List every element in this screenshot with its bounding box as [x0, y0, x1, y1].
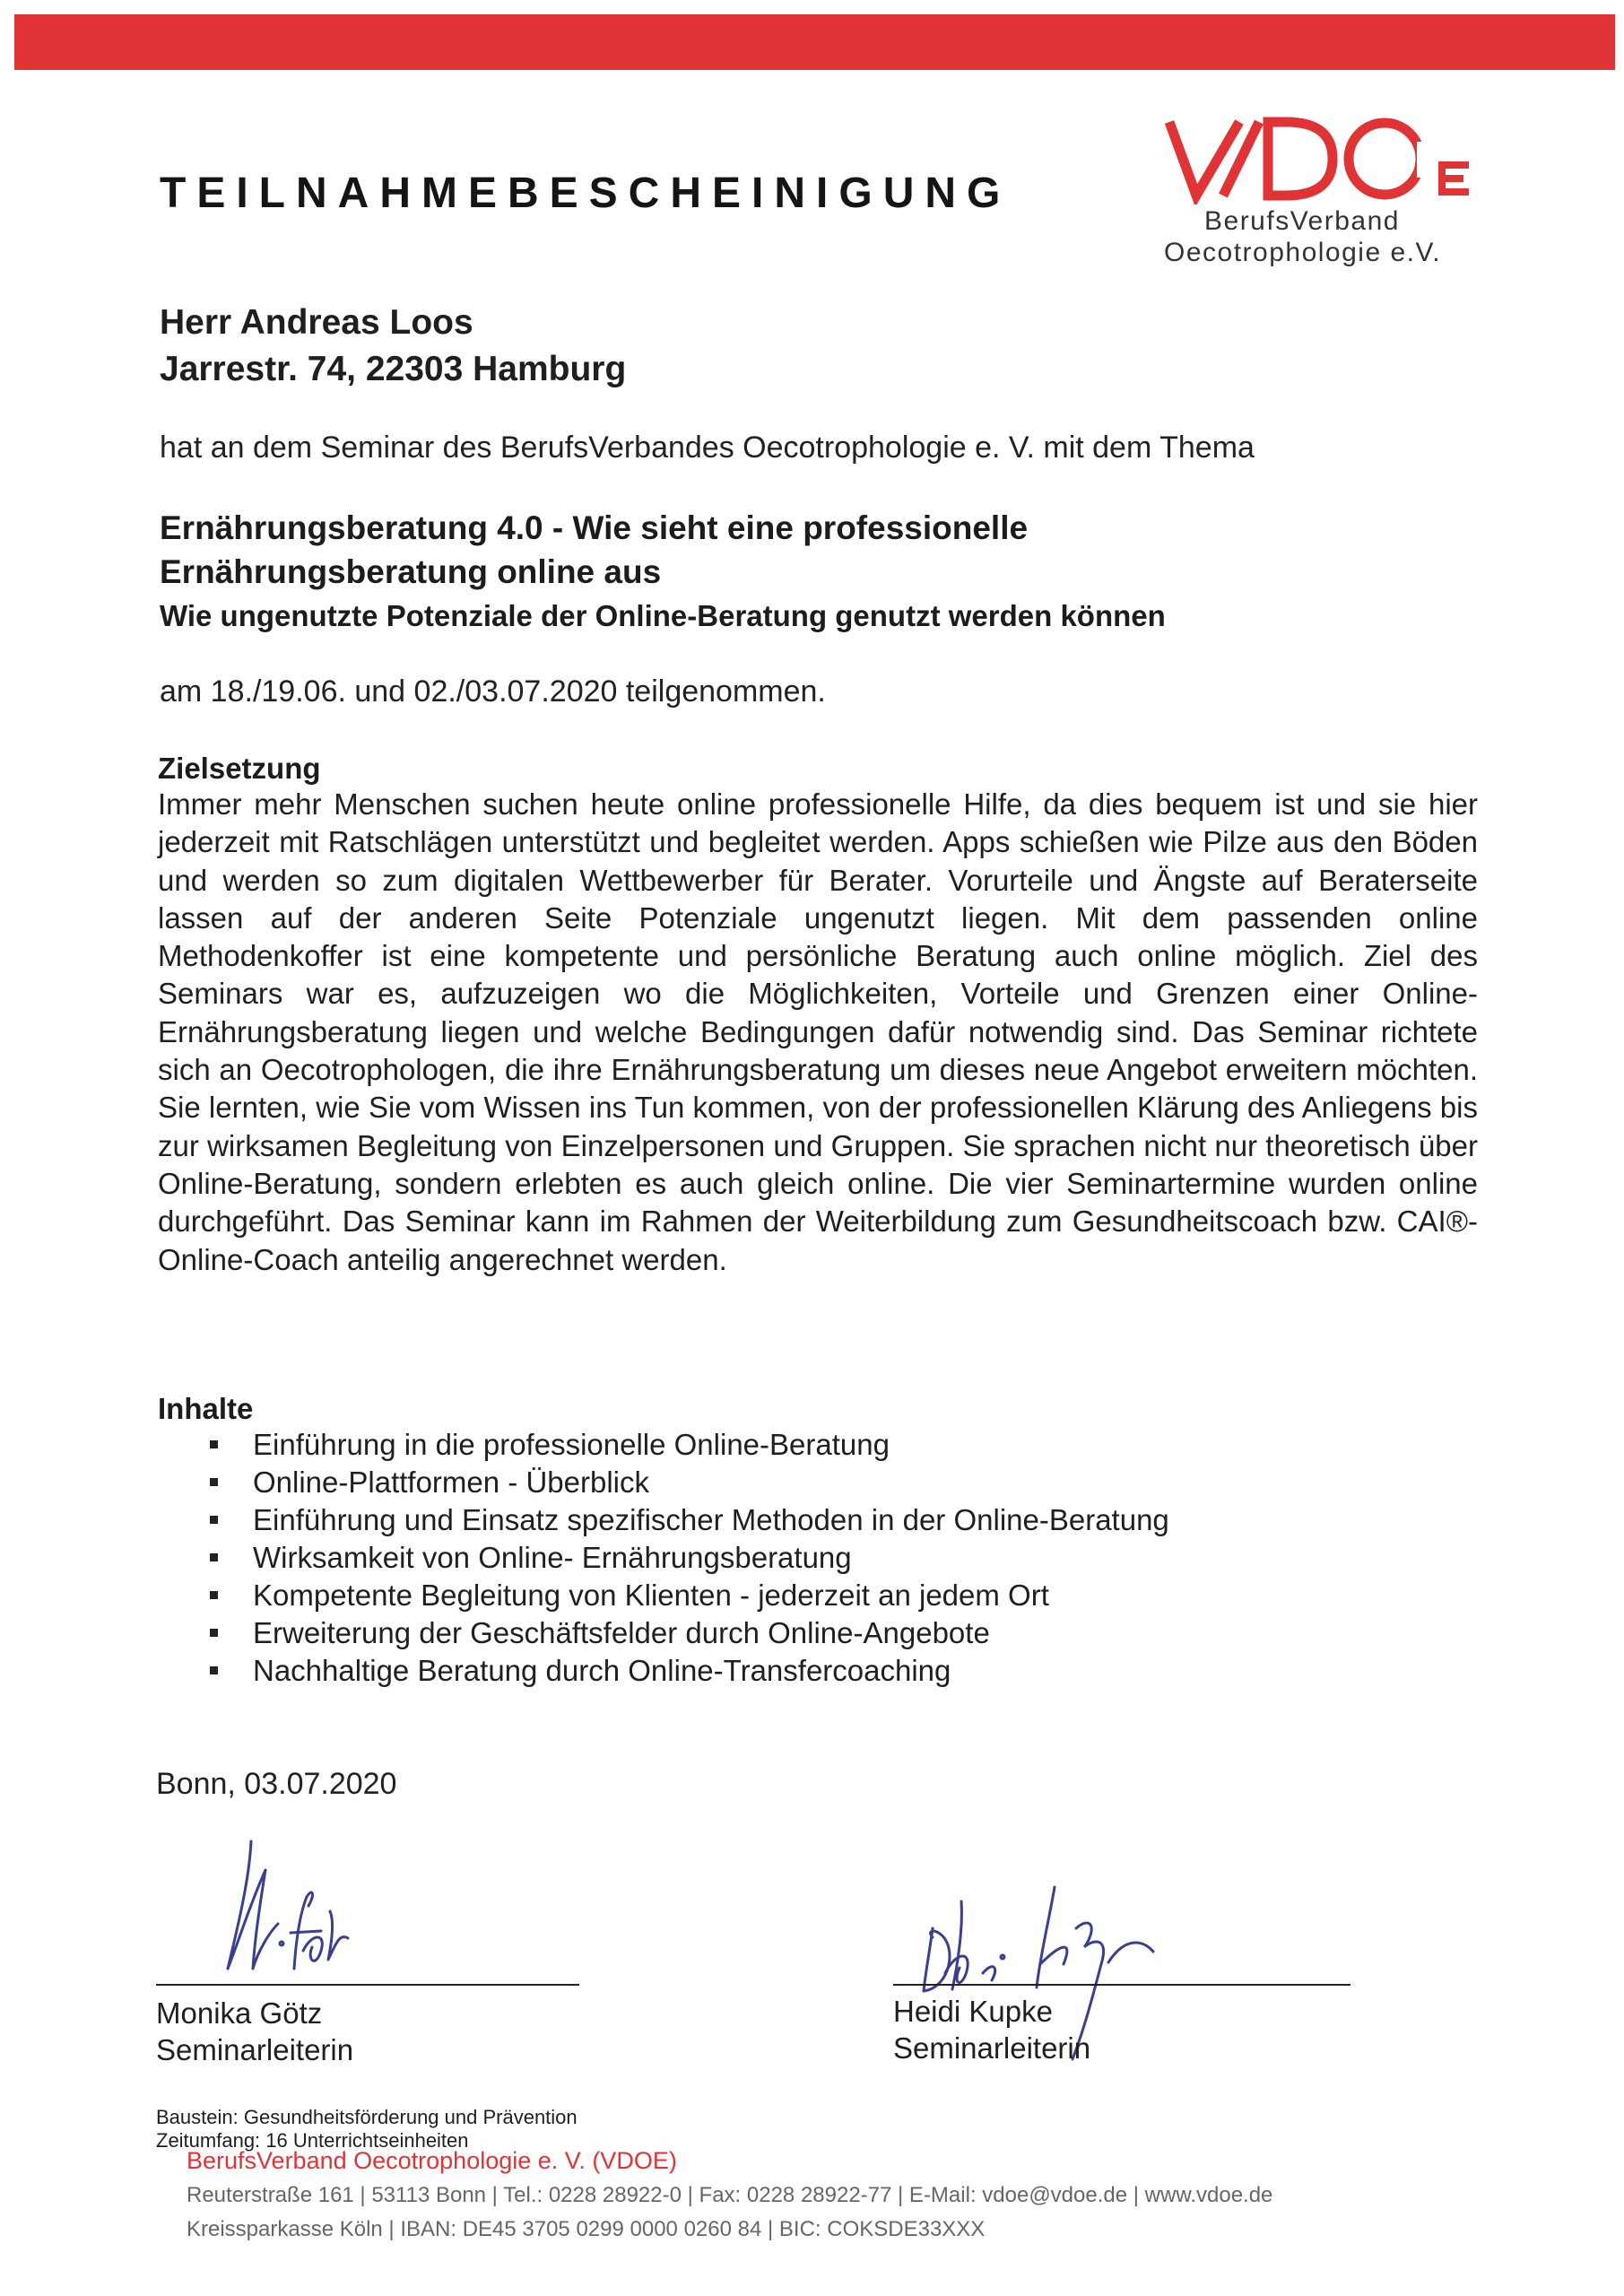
seminar-dates: am 18./19.06. und 02./03.07.2020 teilgenommen.	[160, 674, 826, 709]
signature-line-1	[156, 1984, 579, 1986]
signer-2	[893, 1993, 1090, 2066]
list-item: Online-Plattformen - Überblick	[206, 1464, 1169, 1501]
footer-bank-line: Kreissparkasse Köln | IBAN: DE45 3705 0299 0000 0260 84 | BIC: COKSDE33XXX	[187, 2217, 986, 2241]
list-item: Wirksamkeit von Online- Ernährungsberatung	[206, 1539, 1169, 1577]
document-title: TEILNAHMEBESCHEINIGUNG	[160, 170, 1012, 217]
signer-1	[156, 1995, 353, 2068]
signer-1-role: Seminarleiterin	[156, 2033, 354, 2066]
goal-heading: Zielsetzung	[158, 752, 321, 785]
signer-1-name: Monika Götz	[156, 1996, 323, 2030]
list-item: Erweiterung der Geschäftsfelder durch Online-Angebote	[206, 1614, 1169, 1652]
top-red-bar	[14, 14, 1615, 70]
signature-line-2	[893, 1984, 1350, 1986]
logo-text-berufsverband: BerufsVerband	[1204, 206, 1400, 236]
footer-contact-line: Reuterstraße 161 | 53113 Bonn | Tel.: 0228 28922-0 | Fax: 0228 28922-77 | E-Mail: vdoe@vdoe.de | www.vdoe.de	[187, 2183, 1273, 2207]
footer-organization: BerufsVerband Oecotrophologie e. V. (VDOE)	[187, 2147, 677, 2174]
contents-list	[206, 1426, 1169, 1690]
recipient-name: Herr Andreas Loos	[160, 303, 473, 342]
list-item: Einführung und Einsatz spezifischer Methoden in der Online-Beratung	[206, 1501, 1169, 1539]
vdoe-logo	[1164, 115, 1487, 267]
course-baustein: Baustein: Gesundheitsförderung und Prävention	[156, 2106, 578, 2128]
vdoe-logo-mark	[1164, 115, 1487, 204]
intro-text: hat an dem Seminar des BerufsVerbandes Oecotrophologie e. V. mit dem Thema	[160, 430, 1255, 465]
signer-2-role: Seminarleiterin	[893, 2031, 1091, 2065]
contents-heading: Inhalte	[158, 1392, 254, 1425]
seminar-topic-line2: Ernährungsberatung online aus	[160, 553, 662, 590]
goal-text: Immer mehr Menschen suchen heute online professionelle Hilfe, da dies bequem ist und sie hier jederzeit mit Ratschlägen unterstützt und begleitet werden. Apps schießen wie Pilze aus den Böden und werden so zum digitalen Wettbewerber für Berater. Vorurteile und Ängste auf Beraterseite lassen auf der anderen Seite Potenziale ungenutzt liegen. Mit dem passenden online Methodenkoffer ist eine kompetente und persönliche Beratung auch online möglich. Ziel des Seminars war es, aufzuzeigen wo die Möglichkeiten, Vorteile und Grenzen einer Online-Ernährungsberatung liegen und welche Bedingungen dafür notwendig sind. Das Seminar richtete sich an Oecotrophologen, die ihre Ernährungsberatung um dieses neue Angebot erweitern möchten. Sie lernten, wie Sie vom Wissen ins Tun kommen, von der professionellen Klärung des Anliegens bis zur wirksamen Begleitung von Einzelpersonen und Gruppen. Sie sprachen nicht nur theoretisch über Online-Beratung, sondern erlebten es auch gleich online. Die vier Seminartermine wurden online durchgeführt. Das Seminar kann im Rahmen der Weiterbildung zum Gesundheitscoach bzw. CAI®-Online-Coach anteilig angerechnet werden.	[158, 787, 1478, 1276]
signer-2-name: Heidi Kupke	[893, 1995, 1053, 2028]
recipient-address: Jarrestr. 74, 22303 Hamburg	[160, 350, 627, 388]
signature-1-image	[195, 1834, 375, 1987]
list-item: Kompetente Begleitung von Klienten - jederzeit an jedem Ort	[206, 1577, 1169, 1614]
list-item: Nachhaltige Beratung durch Online-Transfercoaching	[206, 1652, 1169, 1690]
seminar-topic-line1: Ernährungsberatung 4.0 - Wie sieht eine professionelle	[160, 509, 1029, 546]
list-item: Einführung in die professionelle Online-Beratung	[206, 1426, 1169, 1464]
place-date: Bonn, 03.07.2020	[156, 1767, 397, 1801]
logo-text-oecotrophologie: Oecotrophologie e.V.	[1164, 238, 1442, 267]
seminar-subtitle: Wie ungenutzte Potenziale der Online-Beratung genutzt werden können	[160, 599, 1166, 632]
course-zeitumfang: Zeitumfang: 16 Unterrichtseinheiten	[156, 2129, 469, 2152]
